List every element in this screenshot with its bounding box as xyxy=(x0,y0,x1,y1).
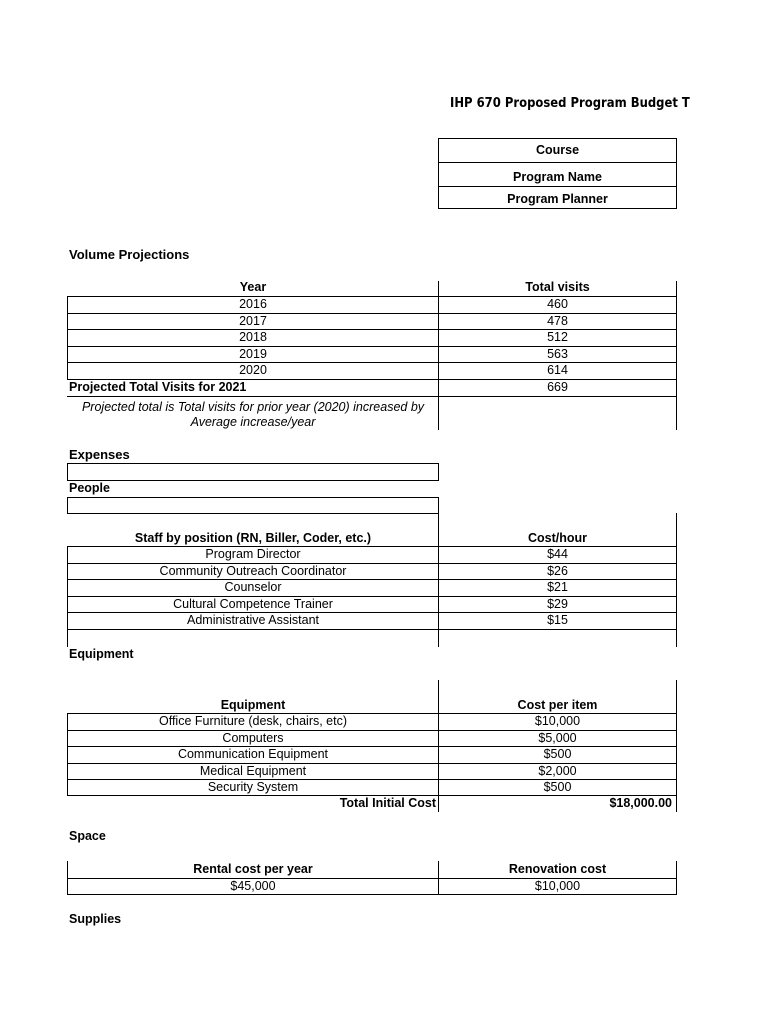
supplies-heading: Supplies xyxy=(69,912,122,926)
visits-cell: 512 xyxy=(547,330,568,344)
equipment-item: Office Furniture (desk, chairs, etc) xyxy=(158,714,348,728)
space-heading: Space xyxy=(69,829,106,843)
total-initial-cost-label: Total Initial Cost xyxy=(339,796,436,810)
equipment-item: Communication Equipment xyxy=(177,747,329,761)
renovation-cost-value: $10,000 xyxy=(534,879,581,893)
equipment-cost: $10,000 xyxy=(534,714,581,728)
year-cell: 2019 xyxy=(239,347,267,361)
visits-header: Total visits xyxy=(525,280,590,294)
staff-cost: $15 xyxy=(547,613,568,627)
equipment-heading: Equipment xyxy=(69,647,134,661)
staff-position: Program Director xyxy=(205,547,301,561)
document-title: IHP 670 Proposed Program Budget T xyxy=(450,95,690,111)
program-planner-label: Program Planner xyxy=(507,192,608,206)
people-heading: People xyxy=(69,481,110,495)
equipment-header: Equipment xyxy=(220,698,286,712)
staff-cost: $21 xyxy=(547,580,568,594)
course-label: Course xyxy=(535,143,580,157)
equipment-item: Medical Equipment xyxy=(199,764,307,778)
staff-position-header: Staff by position (RN, Biller, Coder, etc.) xyxy=(134,531,372,545)
staff-cost: $29 xyxy=(547,597,568,611)
rental-cost-value: $45,000 xyxy=(230,879,276,893)
year-cell: 2020 xyxy=(239,363,267,377)
year-cell: 2018 xyxy=(239,330,267,344)
visits-cell: 563 xyxy=(547,347,568,361)
expenses-heading: Expenses xyxy=(69,447,130,462)
cost-per-hour-header: Cost/hour xyxy=(527,531,588,545)
projected-total-value: 669 xyxy=(547,380,568,394)
staff-position: Community Outreach Coordinator xyxy=(159,564,347,578)
staff-cost: $26 xyxy=(547,564,568,578)
volume-projections-heading: Volume Projections xyxy=(69,247,190,262)
equipment-cost: $500 xyxy=(543,780,572,794)
equipment-cost: $5,000 xyxy=(538,731,577,745)
visits-cell: 478 xyxy=(547,314,568,328)
staff-position: Counselor xyxy=(224,580,282,594)
total-initial-cost-value: $18,000.00 xyxy=(609,796,672,810)
rental-cost-header: Rental cost per year xyxy=(193,862,313,876)
renovation-cost-header: Renovation cost xyxy=(508,862,607,876)
program-name-label: Program Name xyxy=(513,170,602,184)
projection-note: Projected total is Total visits for prior year (2020) increased by Average increase/year xyxy=(81,400,425,429)
cost-per-item-header: Cost per item xyxy=(517,698,598,712)
year-cell: 2017 xyxy=(239,314,267,328)
equipment-cost: $500 xyxy=(543,747,572,761)
equipment-item: Security System xyxy=(207,780,299,794)
year-cell: 2016 xyxy=(239,297,267,311)
staff-cost: $44 xyxy=(547,547,568,561)
projected-total-label: Projected Total Visits for 2021 xyxy=(69,380,247,394)
year-header: Year xyxy=(239,280,267,294)
equipment-cost: $2,000 xyxy=(538,764,577,778)
staff-position: Administrative Assistant xyxy=(187,613,319,627)
visits-cell: 460 xyxy=(547,297,568,311)
visits-cell: 614 xyxy=(547,363,568,377)
equipment-item: Computers xyxy=(222,731,284,745)
staff-position: Cultural Competence Trainer xyxy=(173,597,333,611)
